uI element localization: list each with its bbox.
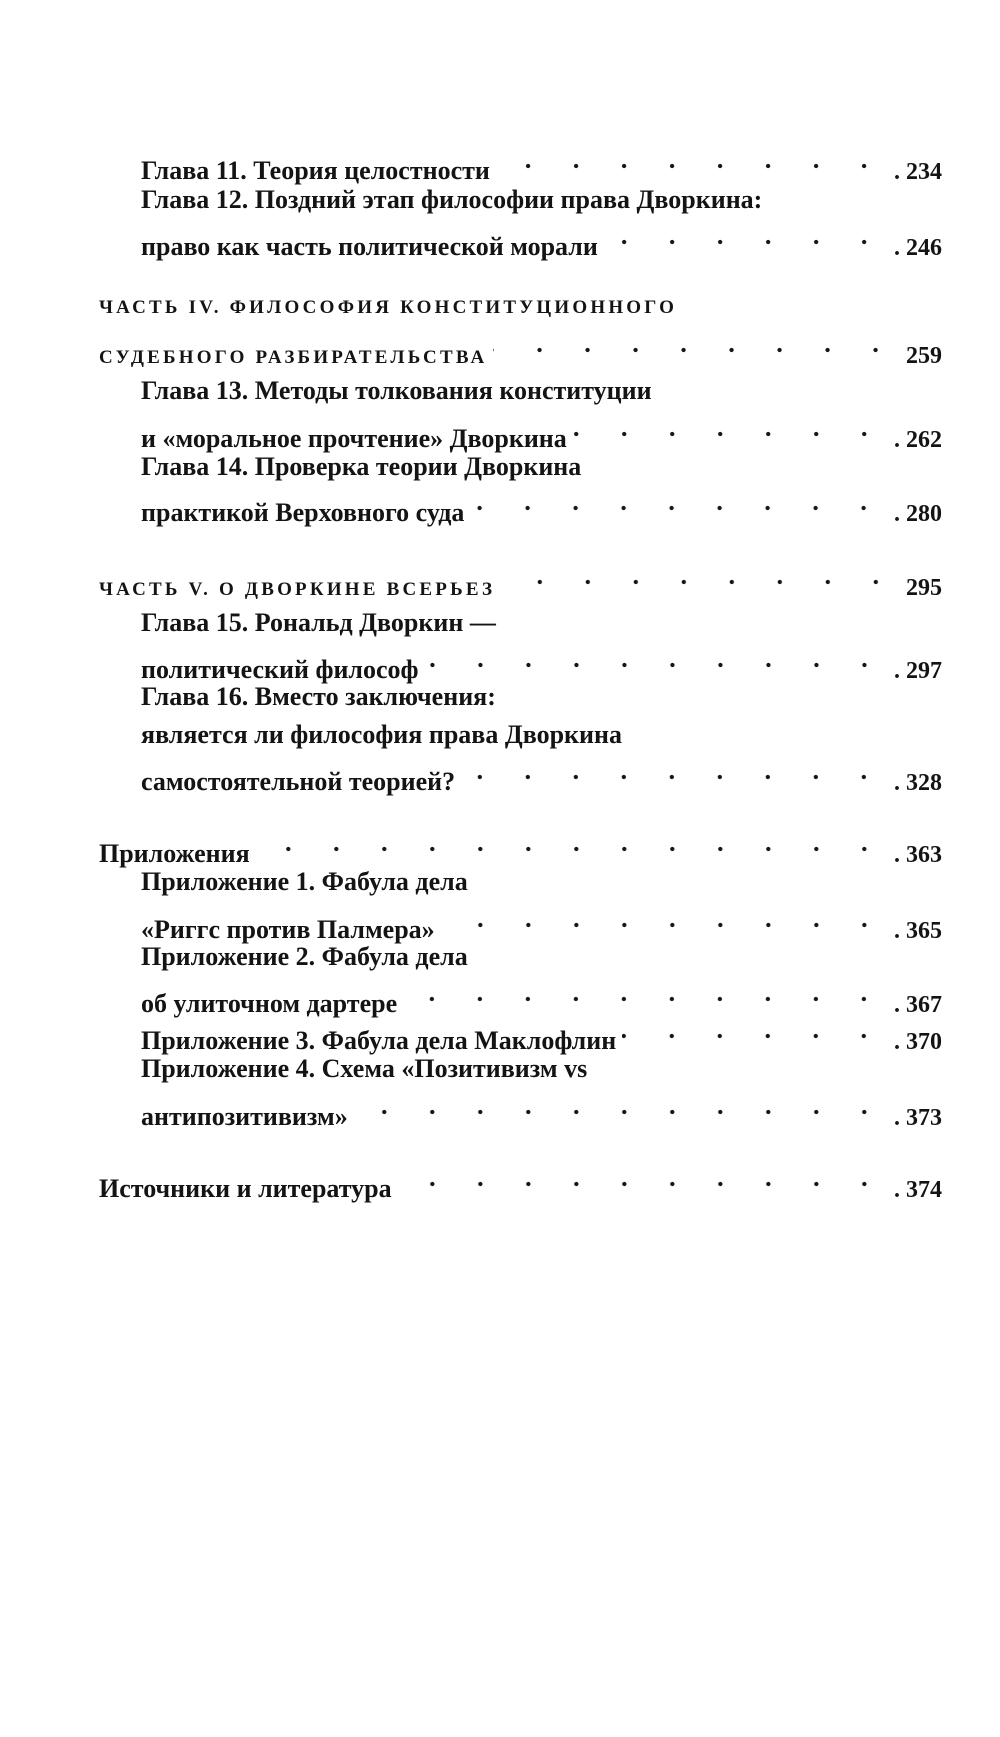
toc-entry-chapter-12[interactable]: [141, 182, 942, 218]
toc-part-4-cont[interactable]: [99, 327, 942, 369]
toc-part-4[interactable]: [99, 290, 942, 326]
entry-title: Приложение 1. Фабула дела: [141, 867, 468, 896]
toc-entry-chapter-15-cont[interactable]: [141, 642, 942, 684]
dot-leader: [398, 1161, 888, 1197]
toc-entry-chapter-13-cont[interactable]: [141, 411, 942, 453]
entry-title: Глава 16. Вместо заключения:: [141, 682, 496, 711]
entry-title: Приложение 4. Схема «Позитивизм vs: [141, 1054, 588, 1083]
page-number: . 367: [894, 992, 942, 1018]
entry-title: Глава 14. Проверка теории Дворкина: [141, 452, 582, 481]
dot-leader: [425, 642, 888, 678]
entry-title: право как часть политической морали: [141, 232, 598, 261]
toc-appendices[interactable]: [99, 826, 942, 868]
toc-entry-chapter-14[interactable]: [141, 449, 942, 485]
entry-title: практикой Верховного суда: [141, 498, 465, 527]
toc-appendix-2-cont[interactable]: [141, 976, 942, 1018]
page-number: . 297: [894, 658, 942, 684]
toc-appendix-1[interactable]: [141, 864, 942, 900]
entry-title: Глава 12. Поздний этап философии права Дворкина:: [141, 185, 763, 214]
toc-entry-chapter-11[interactable]: [141, 143, 942, 185]
dot-leader: [403, 976, 888, 1012]
page-number: . 374: [894, 1177, 942, 1203]
toc-entry-chapter-16[interactable]: [141, 679, 942, 715]
page-number: . 234: [894, 159, 942, 185]
page-number: . 280: [894, 501, 942, 527]
dot-leader: [354, 1089, 888, 1125]
entry-title: Глава 13. Методы толкования конституции: [141, 376, 652, 405]
page-number: . 365: [894, 918, 942, 944]
toc-entry-chapter-13[interactable]: [141, 373, 942, 409]
page-number: . 246: [894, 235, 942, 261]
part-title: ЧАСТЬ V. О ДВОРКИНЕ ВСЕРЬЕЗ: [99, 579, 496, 600]
dot-leader: [470, 485, 888, 521]
page-number: . 363: [894, 842, 942, 868]
entry-title: Глава 15. Рональд Дворкин —: [141, 608, 496, 637]
toc-sources[interactable]: [99, 1161, 942, 1203]
page-number: . 262: [894, 427, 942, 453]
part-title: СУДЕБНОГО РАЗБИРАТЕЛЬСТВА: [99, 347, 488, 368]
toc-entry-chapter-16-cont2[interactable]: [141, 754, 942, 796]
toc-part-5[interactable]: [99, 559, 942, 601]
dot-leader: [622, 1013, 888, 1049]
dot-leader: [461, 754, 888, 790]
entry-title: «Риггс против Палмера»: [141, 915, 435, 944]
entry-title: Приложение 3. Фабула дела Маклофлин: [141, 1026, 617, 1055]
dot-leader: [496, 143, 888, 179]
toc-appendix-3[interactable]: [141, 1013, 942, 1055]
entry-title: самостоятельной теорией?: [141, 767, 456, 796]
dot-leader: [501, 559, 900, 595]
toc-entry-chapter-16-cont[interactable]: [141, 717, 942, 753]
entry-title: Приложение 2. Фабула дела: [141, 942, 468, 971]
part-title: ЧАСТЬ IV. ФИЛОСОФИЯ КОНСТИТУЦИОННОГО: [99, 297, 678, 318]
toc-entry-chapter-12-cont[interactable]: [141, 219, 942, 261]
page-number: 259: [906, 343, 942, 369]
toc-appendix-1-cont[interactable]: [141, 902, 942, 944]
dot-leader: [493, 327, 900, 363]
toc-appendix-2[interactable]: [141, 939, 942, 975]
entry-title: об улиточном дартере: [141, 989, 398, 1018]
page-number: . 328: [894, 770, 942, 796]
entry-title: Глава 11. Теория целостности: [141, 156, 490, 185]
toc-appendix-4-cont[interactable]: [141, 1089, 942, 1131]
entry-title: политический философ: [141, 655, 419, 684]
page-number: . 370: [894, 1029, 942, 1055]
entry-title: антипозитивизм»: [141, 1102, 348, 1131]
entry-title: Приложения: [99, 839, 250, 868]
page-number: 295: [906, 575, 942, 601]
toc-appendix-4[interactable]: [141, 1051, 942, 1087]
dot-leader: [441, 902, 888, 938]
entry-title: и «моральное прочтение» Дворкина: [141, 424, 567, 453]
dot-leader: [604, 219, 888, 255]
entry-title: является ли философия права Дворкина: [141, 720, 622, 749]
toc-entry-chapter-14-cont[interactable]: [141, 485, 942, 527]
toc-entry-chapter-15[interactable]: [141, 605, 942, 641]
entry-title: Источники и литература: [99, 1174, 392, 1203]
dot-leader: [573, 411, 888, 447]
page-number: . 373: [894, 1105, 942, 1131]
dot-leader: [256, 826, 888, 862]
